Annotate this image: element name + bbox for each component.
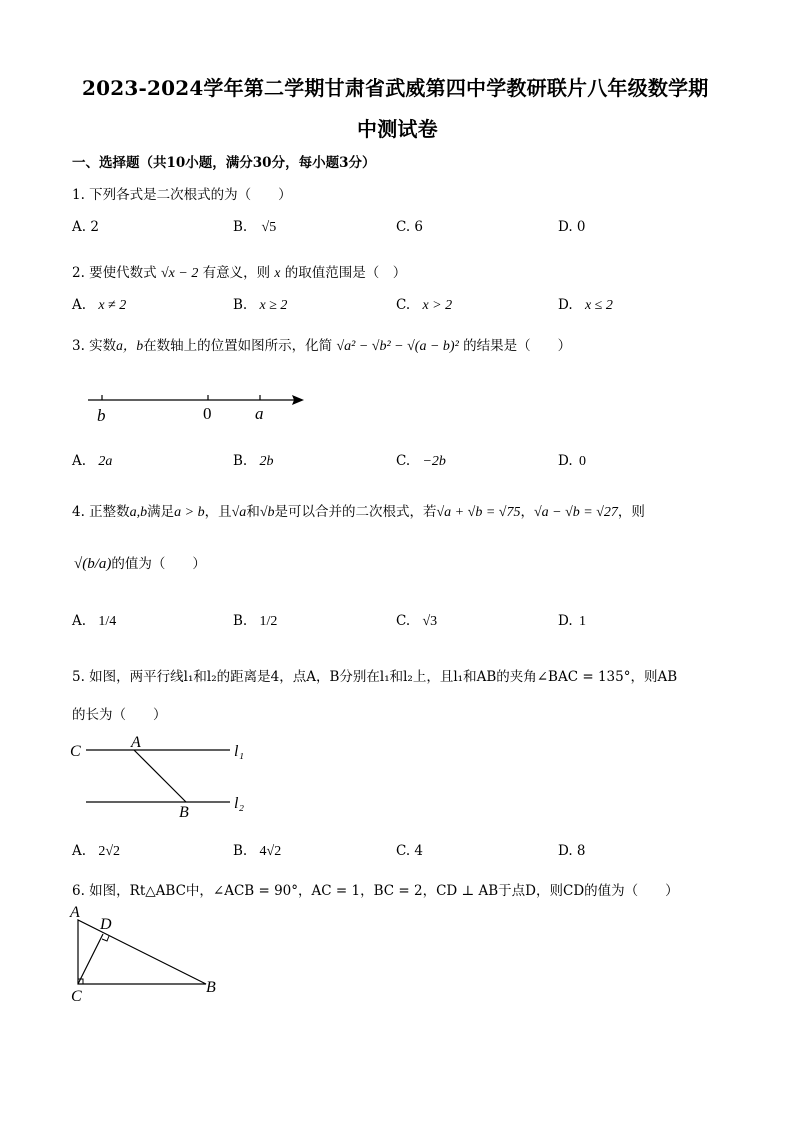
segment-cd <box>78 934 103 984</box>
fig-label-a: A <box>131 734 141 751</box>
axis-label-a: a <box>255 404 264 423</box>
triangle-abc <box>78 920 206 984</box>
q4-option-d-label: D. <box>558 613 573 629</box>
q2-option-a-label: A. <box>72 297 87 313</box>
q5-option-b-label: B. <box>233 843 248 859</box>
q3-option-d <box>558 453 586 470</box>
q4-option-a <box>72 613 116 630</box>
section-heading: 一、选择题（共10小题，满分30分，每小题3分） <box>72 155 376 171</box>
fig-label-b: B <box>179 804 189 821</box>
q3-stem-mid: 在数轴上的位置如图所示，化简 <box>143 338 333 354</box>
q2-stem-math: √x − 2 <box>160 266 199 281</box>
q3-stem-pre: 3. 实数 <box>72 338 117 354</box>
q4-vars: a,b <box>129 505 148 520</box>
q6-stem: 6. 如图，Rt△ABC中，∠ACB = 90°，AC = 1，BC = 2，CD ⊥ AB于点D，则CD的值为（ ） <box>72 883 679 899</box>
q4-option-b-label: B. <box>233 613 248 629</box>
q2-option-c-label: C. <box>396 297 411 313</box>
q5-option-c: C. 4 <box>396 843 424 859</box>
q4-option-b <box>233 613 277 630</box>
q3-stem-vars: a，b <box>116 338 144 353</box>
q5-figure <box>68 732 258 822</box>
fig-label-b: B <box>206 979 216 996</box>
q4-option-a-label: A. <box>72 613 87 629</box>
q4-option-a-value: 1/4 <box>98 614 117 629</box>
q4-line2-math: √(b/a) <box>74 556 112 572</box>
q2-option-a-value: x ≠ 2 <box>98 298 127 313</box>
q3-option-c-value: −2b <box>422 454 446 469</box>
q1-option-d: D. 0 <box>558 219 586 235</box>
fig-label-d: D <box>100 916 112 933</box>
fig-label-a: A <box>70 904 80 921</box>
fig-label-c: C <box>70 743 81 760</box>
q4-eq1: √a + √b = √75 <box>436 505 521 520</box>
q5-option-a-value: 2√2 <box>98 844 121 859</box>
q1-option-c: C. 6 <box>396 219 424 235</box>
q2-stem-var: x <box>274 265 281 280</box>
q2-option-c-value: x > 2 <box>422 298 453 313</box>
q2-stem-mid: 有意义，则 <box>202 265 271 281</box>
q2-option-c <box>396 297 452 314</box>
fig-label-c: C <box>71 988 82 1005</box>
q3-option-a-label: A. <box>72 453 87 469</box>
q2-option-b-label: B. <box>233 297 248 313</box>
q2-option-d-value: x ≤ 2 <box>584 298 613 313</box>
q4-line2-post: 的值为（ ） <box>111 556 206 572</box>
page-title-line2: 中测试卷 <box>357 117 438 141</box>
q6-figure <box>66 902 236 1006</box>
q2-stem <box>72 261 406 282</box>
fig-label-l1: l₁ <box>234 743 245 760</box>
q4-mid3: 是可以合并的二次根式，若 <box>274 504 437 520</box>
q3-option-c <box>396 453 446 470</box>
q1-option-b-label: B. <box>233 219 248 235</box>
q4-option-c-label: C. <box>396 613 411 629</box>
q5-option-a <box>72 843 120 860</box>
q4-root-b: √b <box>259 505 275 520</box>
q3-option-d-value: 0 <box>578 454 586 469</box>
q1-option-b <box>233 219 276 236</box>
q4-option-d <box>558 613 586 630</box>
axis-label-b: b <box>97 406 106 425</box>
q3-option-a <box>72 453 112 470</box>
q3-option-a-value: 2a <box>98 454 113 469</box>
q3-option-b-value: 2b <box>259 454 274 469</box>
q2-stem-post: 的取值范围是（ ） <box>284 265 407 281</box>
q4-root-a: √a <box>231 505 247 520</box>
right-angle-d <box>102 936 109 941</box>
q5-option-d: D. 8 <box>558 843 586 859</box>
q3-stem-post: 的结果是（ ） <box>463 338 572 354</box>
q5-option-b <box>233 843 281 860</box>
q2-option-b <box>233 297 287 314</box>
q4-option-b-value: 1/2 <box>259 614 278 629</box>
q4-stem-line2 <box>74 552 206 573</box>
segment-ab <box>134 750 186 802</box>
q3-option-b <box>233 453 274 470</box>
fig-label-l2: l₂ <box>234 795 245 812</box>
q1-option-a: A. 2 <box>72 219 99 235</box>
q1-stem: 1. 下列各式是二次根式的为（ ） <box>72 187 292 203</box>
q2-option-d-label: D. <box>558 297 573 313</box>
q2-option-b-value: x ≥ 2 <box>259 298 288 313</box>
q4-option-c-value: √3 <box>422 614 438 629</box>
axis-label-0: 0 <box>203 404 212 423</box>
q3-number-line <box>82 388 312 428</box>
q5-option-a-label: A. <box>72 843 87 859</box>
q5-stem: 5. 如图，两平行线l₁和l₂的距离是4，点A，B分别在l₁和l₂上，且l₁和AB的夹角∠BAC = 135°，则AB <box>72 669 678 685</box>
q3-option-b-label: B. <box>233 453 248 469</box>
q3-stem-math: √a² − √b² − √(a − b)² <box>336 339 459 354</box>
q4-then: ，则 <box>617 504 645 520</box>
q3-option-d-label: D. <box>558 453 573 469</box>
q3-option-c-label: C. <box>396 453 411 469</box>
q4-cond: a > b <box>174 505 205 520</box>
q4-eq2: √a − √b = √27 <box>533 505 618 520</box>
q4-comma: ， <box>520 504 534 520</box>
q5-stem2: 的长为（ ） <box>72 707 167 723</box>
q4-mid2: ，且 <box>204 504 232 520</box>
page-title-line1: 2023-2024学年第二学期甘肃省武威第四中学教研联片八年级数学期 <box>82 76 709 100</box>
q2-option-a <box>72 297 126 314</box>
q4-and: 和 <box>246 504 260 520</box>
q5-option-b-value: 4√2 <box>259 844 282 859</box>
q4-stem-pre: 4. 正整数 <box>72 504 130 520</box>
q3-stem <box>72 334 571 355</box>
q4-option-c <box>396 613 437 630</box>
q4-stem-line1 <box>72 500 645 521</box>
q1-option-b-math: √5 <box>261 220 277 235</box>
q4-option-d-value: 1 <box>578 614 586 629</box>
q2-stem-pre: 2. 要使代数式 <box>72 265 157 281</box>
q4-mid1: 满足 <box>147 504 175 520</box>
q2-option-d <box>558 297 613 314</box>
